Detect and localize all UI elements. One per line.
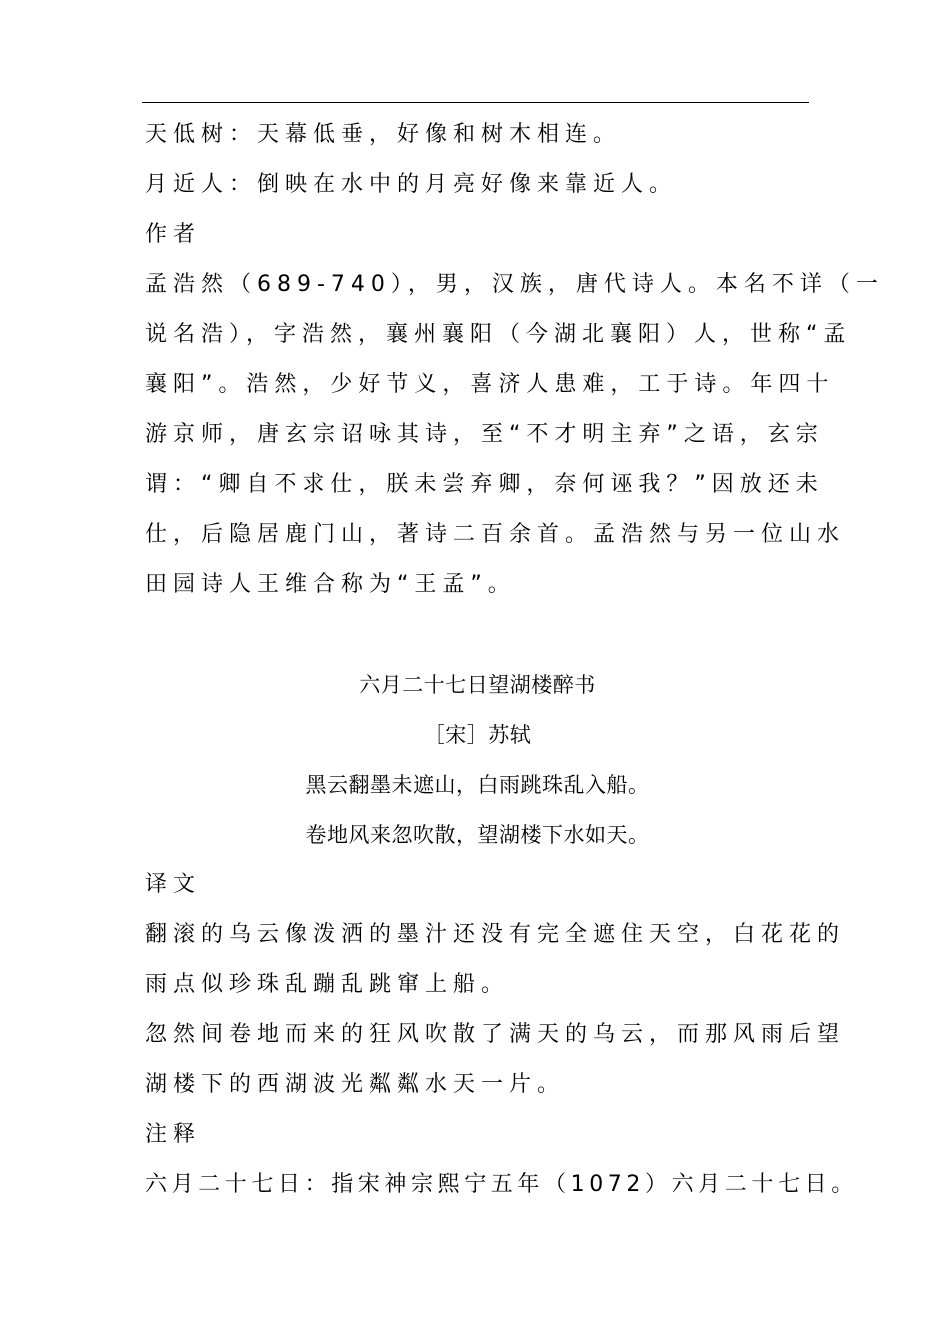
author-paragraph-line: 谓：“卿自不求仕，朕未尝弃卿，奈何诬我？”因放还未 (145, 472, 824, 497)
notes-heading: 注释 (145, 1122, 202, 1147)
header-rule (142, 102, 809, 103)
translation-line: 湖楼下的西湖波光粼粼水天一片。 (145, 1072, 566, 1097)
document-body (145, 110, 884, 1210)
author-paragraph-line: 仕，后隐居鹿门山，著诗二百余首。孟浩然与另一位山水 (145, 522, 846, 547)
translation-heading: 译文 (145, 872, 202, 897)
translation-line: 忽然间卷地而来的狂风吹散了满天的乌云，而那风雨后望 (145, 1022, 846, 1047)
translation-line: 雨点似珍珠乱蹦乱跳窜上船。 (145, 972, 510, 997)
notes-line: 六月二十七日：指宋神宗熙宁五年（1072）六月二十七日。 (145, 1172, 858, 1197)
poem-title: 六月二十七日望湖楼醉书 (359, 673, 596, 697)
author-paragraph-line: 游京师，唐玄宗诏咏其诗，至“不才明主弃”之语，玄宗 (145, 422, 824, 447)
translation-line: 翻滚的乌云像泼洒的墨汁还没有完全遮住天空，白花花的 (145, 922, 846, 947)
poem-line: 黑云翻墨未遮山，白雨跳珠乱入船。 (305, 773, 650, 797)
author-heading: 作者 (145, 222, 202, 247)
author-paragraph-line: 田园诗人王维合称为“王孟”。 (145, 572, 516, 597)
note-line: 月近人：倒映在水中的月亮好像来靠近人。 (145, 172, 678, 197)
poem-author: ［宋］苏轼 (423, 723, 532, 747)
author-paragraph-line: 孟浩然（689-740），男，汉族，唐代诗人。本名不详（一 (145, 272, 884, 297)
section-spacer (145, 610, 810, 660)
poem-line: 卷地风来忽吹散，望湖楼下水如天。 (305, 823, 650, 847)
author-paragraph-line: 说名浩），字浩然，襄州襄阳（今湖北襄阳）人，世称“孟 (145, 322, 852, 347)
author-paragraph-line: 襄阳”。浩然，少好节义，喜济人患难，工于诗。年四十 (145, 372, 835, 397)
note-line: 天低树：天幕低垂，好像和树木相连。 (145, 122, 622, 147)
